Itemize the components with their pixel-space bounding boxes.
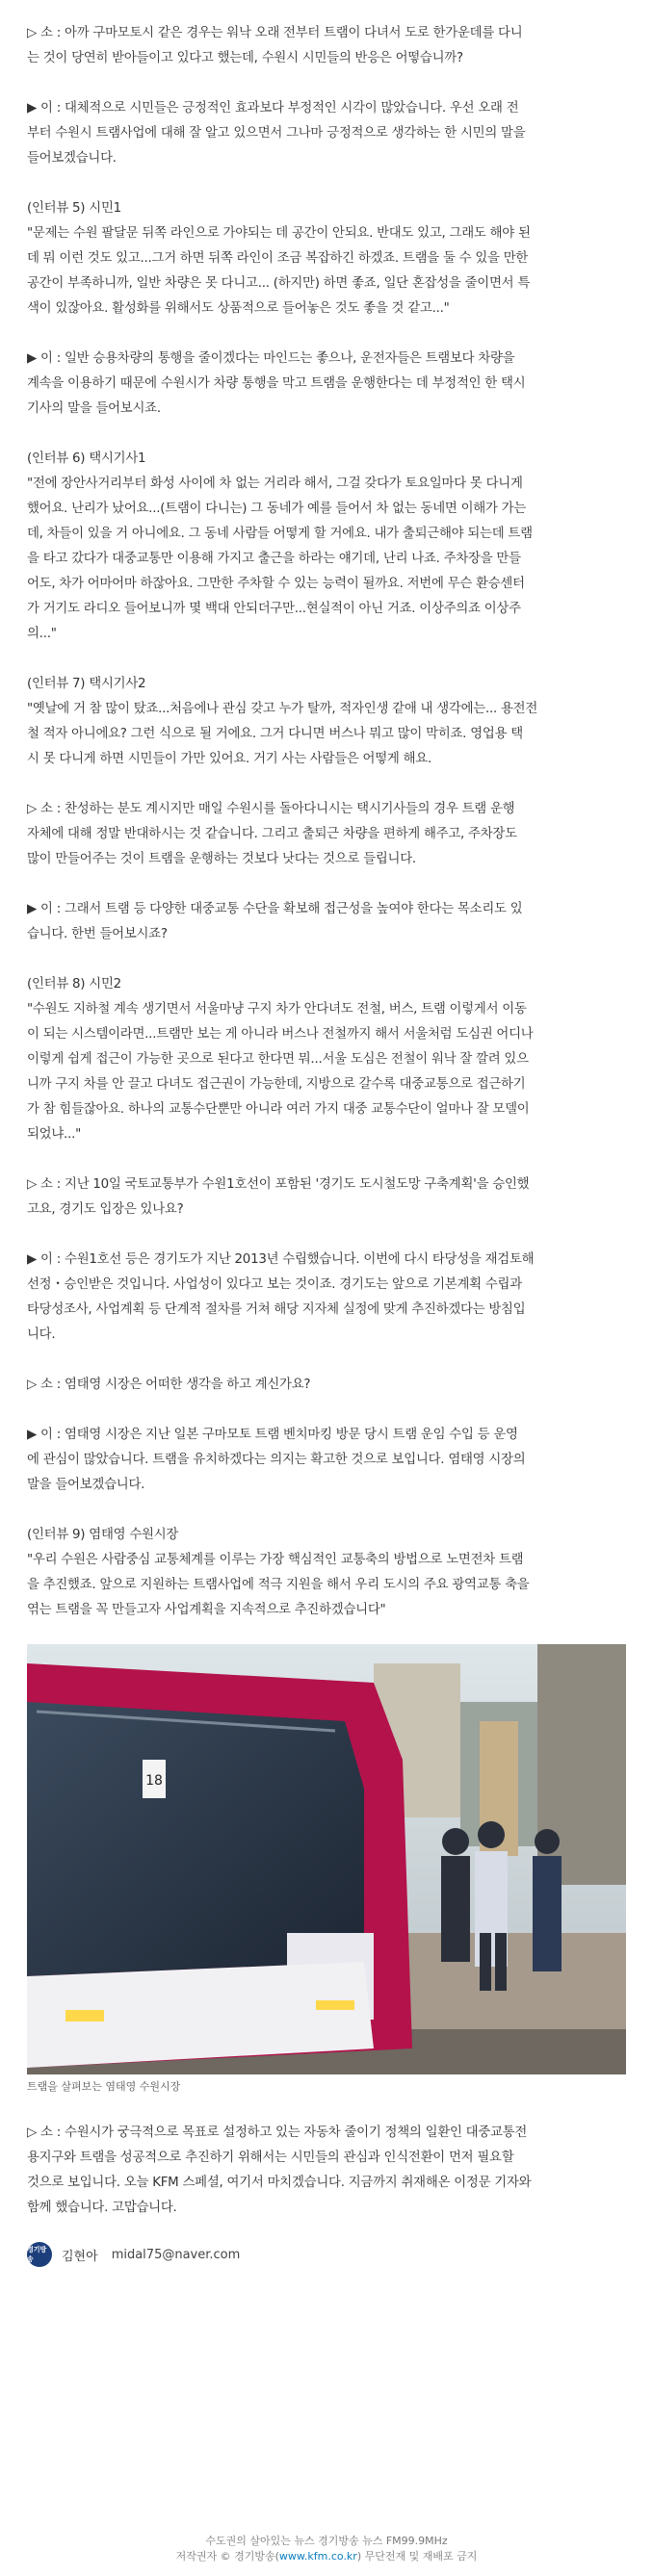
site-link[interactable]: www.kfm.co.kr (278, 2550, 357, 2563)
interview-paragraph: (인터뷰 7) 택시기사2 "옛날에 거 참 많이 탔죠...처음에나 관심 갖고 누가 탈까, 적자인생 같애 내 생각에는... 용전전 철 적자 아니에요? 그런 식으로 될 거에요. 그거 다니면 버스나 뭐고 많이 막히죠. 영업용 택 시 못 다니게 하면 시민들이 가만 있어요. 거기 사는 사람들은 어떻게 해요. (27, 677, 538, 766)
author-email[interactable]: midal75@naver.com (111, 2247, 241, 2262)
footer-copyright (0, 2549, 653, 2564)
author-byline (27, 2242, 626, 2267)
footer (0, 2534, 653, 2564)
footer-slogan: 수도권의 살아있는 뉴스 경기방송 뉴스 FM99.9MHz (205, 2535, 448, 2547)
paragraph: ▶ 이 : 염태영 시장은 지난 일본 구마모토 트램 벤치마킹 방문 당시 트램 운임 수입 등 운영 에 관심이 많았습니다. 트램을 유치하겠다는 의지는 확고한 것으로 보입니다. 염태영 시장의 말을 들어보겠습니다. (27, 1428, 526, 1492)
paragraph: ▷ 소 : 아까 구마모토시 같은 경우는 워낙 오래 전부터 트램이 다녀서 도로 한가운데를 다니 는 것이 당연히 받아들이고 있다고 했는데, 수원시 시민들의 반응은 어떻습니까? (27, 26, 523, 65)
paragraph: ▷ 소 : 염태영 시장은 어떠한 생각을 하고 계신가요? (27, 1378, 311, 1392)
tram-number-label: 18 (145, 1773, 163, 1789)
interview-paragraph: (인터뷰 5) 시민1 "문제는 수원 팔달문 뒤쪽 라인으로 가야되는 데 공간이 안되요. 반대도 있고, 그래도 해야 된 데 뭐 이런 것도 있고...그거 하면 뒤쪽 라인이 조금 복잡하긴 하겠죠. 트램을 둘 수 있을 만한 공간이 부족하니까, 일반 차량은 못 다니고... (하지만) 하면 좋죠, 일단 혼잡성을 줄이면서 특 색이 있잖아요. 활성화를 위해서도 상품적으로 들어놓은 것도 좋을 것 같고..." (27, 201, 531, 316)
paragraph: ▶ 이 : 수원1호선 등은 경기도가 지난 2013년 수립했습니다. 이번에 다시 타당성을 재검토해 선정・승인받은 것입니다. 사업성이 있다고 보는 것이죠. 경기도는 앞으로 기본계획 수립과 타당성조사, 사업계획 등 단계적 절차를 거쳐 해당 지자체 실정에 맞게 추진하겠다는 방침입 니다. (27, 1252, 535, 1342)
tram-photo-illustration (27, 1644, 626, 2074)
paragraph: ▶ 이 : 그래서 트램 등 다양한 대중교통 수단을 확보해 접근성을 높여야 한다는 목소리도 있 습니다. 한번 들어보시죠? (27, 902, 523, 941)
interview-paragraph: (인터뷰 9) 염태영 수원시장 "우리 수원은 사람중심 교통체계를 이루는 가장 핵심적인 교통축의 방법으로 노면전차 트램 을 추진했죠. 앞으로 지원하는 트램사업에 적극 지원을 해서 우리 도시의 주요 광역교통 축을 엮는 트램을 꼭 만들고자 사업계획을 지속적으로 추진하겠습니다" (27, 1528, 530, 1617)
paragraph: ▷ 소 : 지난 10일 국토교통부가 수원1호선이 포함된 '경기도 도시철도망 구축계획'을 승인했 고요, 경기도 입장은 있나요? (27, 1177, 530, 1217)
article-photo (27, 1644, 626, 2074)
copyright-suffix: ) 무단전재 및 재배포 금지 (356, 2550, 478, 2563)
avatar: 경기방송 (27, 2242, 52, 2267)
paragraph: ▶ 이 : 일반 승용차량의 통행을 줄이겠다는 마인드는 좋으나, 운전자들은 트램보다 차량을 계속을 이용하기 때문에 수원시가 차량 통행을 막고 트램을 운행한다는 데 부정적인 한 택시 기사의 말을 들어보시죠. (27, 351, 526, 416)
copyright-prefix: 저작권자 © 경기방송( (175, 2550, 279, 2563)
interview-paragraph: (인터뷰 8) 시민2 "수원도 지하철 계속 생기면서 서울마냥 구지 차가 안다녀도 전철, 버스, 트램 이렇게서 이동 이 되는 시스템이라면...트램만 보는 게 아니라 버스나 전철까지 해서 서울처럼 도심권 어디나 이렇게 쉽게 접근이 가능한 곳으로 된다고 한다면 뭐...서울 도심은 전철이 워낙 잘 깔려 있으 니까 구지 차를 안 끌고 다녀도 접근권이 가능한데, 지방으로 갈수록 대중교통으로 접근하기 가 참 힘들잖아요. 하나의 교통수단뿐만 아니라 여러 가지 대중 교통수단이 얼마나 잘 모델이 되었냐..." (27, 977, 534, 1142)
closing-paragraph: ▷ 소 : 수원시가 궁극적으로 목표로 설정하고 있는 자동차 줄이기 정책의 일환인 대중교통전 용지구와 트램을 성공적으로 추진하기 위해서는 시민들의 관심과 인식전환이 먼저 필요할 것으로 보입니다. 오늘 KFM 스페셜, 여기서 마치겠습니다. 지금까지 취재해온 이정문 기자와 함께 했습니다. 고맙습니다. (27, 2125, 532, 2215)
paragraph: ▶ 이 : 대체적으로 시민들은 긍정적인 효과보다 부정적인 시각이 많았습니다. 우선 오래 전 부터 수원시 트램사업에 대해 잘 알고 있으면서 그나마 긍정적으로 생각하는 한 시민의 말을 들어보겠습니다. (27, 101, 526, 166)
interview-paragraph: (인터뷰 6) 택시기사1 "전에 장안사거리부터 화성 사이에 차 없는 거리라 해서, 그걸 갖다가 토요일마다 못 다니게 했어요. 난리가 났어요...(트램이 다니는) 그 동네가 예를 들어서 차 없는 동네면 이해가 가는 데, 차들이 있을 거 아니에요. 그 동네 사람들 어떻게 할 거에요. 내가 출퇴근해야 되는데 트램 을 타고 갔다가 대중교통만 이용해 가지고 출근을 하라는 얘기데, 난리 나죠. 주차장을 만들 어도, 차가 어마어마 하잖아요. 그만한 주차할 수 있는 능력이 될까요. 저번에 무슨 환승센터 가 거기도 라디오 들어보니까 몇 백대 안되더구만...현실적이 아닌 거죠. 이상주의죠 이상주 의..." (27, 451, 533, 641)
author-name: 김현아 (62, 2249, 98, 2264)
photo-caption: 트램을 살펴보는 염태영 수원시장 (27, 2080, 181, 2093)
paragraph: ▷ 소 : 찬성하는 분도 계시지만 매일 수원시를 돌아다니시는 택시기사들의 경우 트램 운행 자체에 대해 정말 반대하시는 것 같습니다. 그리고 출퇴근 차량을 편하게 해주고, 주차장도 많이 만들어주는 것이 트램을 운행하는 것보다 낫다는 것으로 들립니다. (27, 802, 517, 866)
